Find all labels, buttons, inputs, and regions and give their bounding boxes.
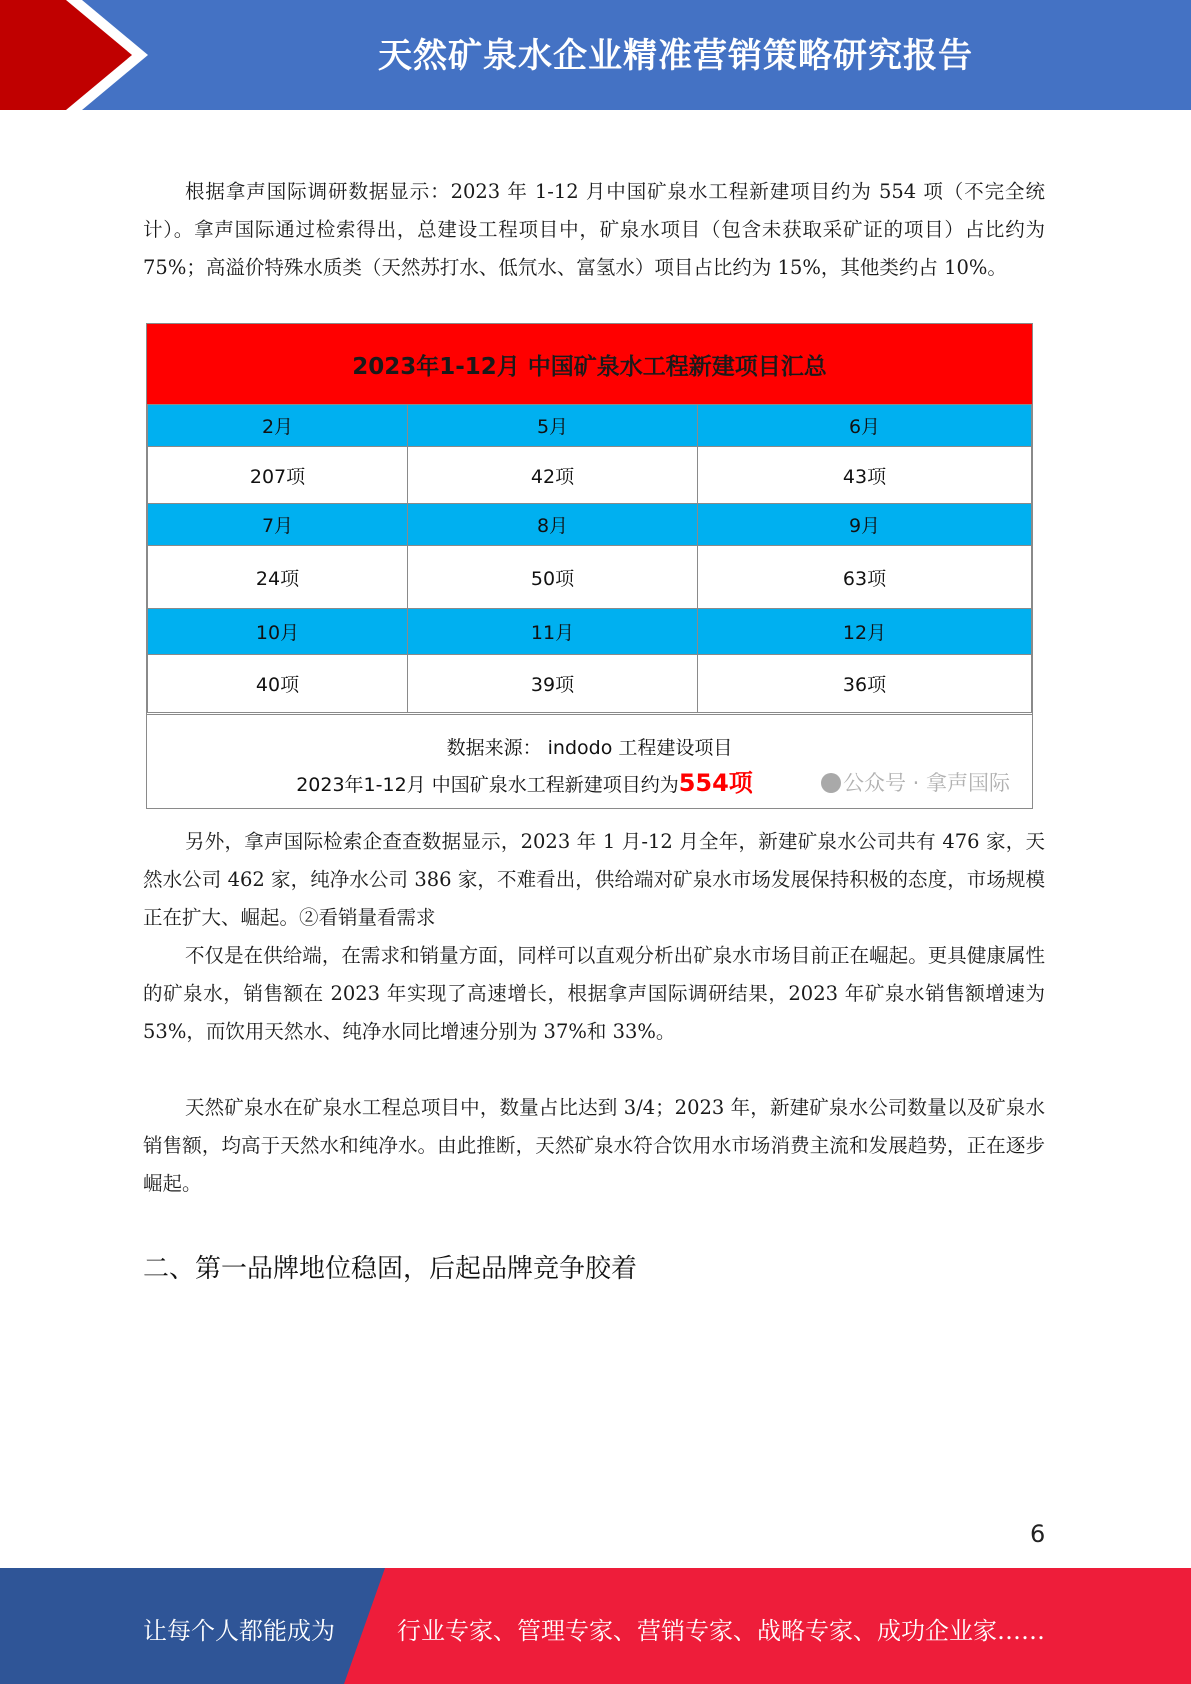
month-cell: 2月 <box>148 405 408 447</box>
count-cell: 36项 <box>698 655 1032 713</box>
month-cell: 8月 <box>408 504 698 546</box>
table-row <box>148 504 1032 546</box>
monthly-projects-grid <box>147 404 1032 713</box>
count-cell: 63项 <box>698 546 1032 609</box>
table-row <box>148 655 1032 713</box>
page-number: 6 <box>1030 1520 1046 1548</box>
month-cell: 12月 <box>698 609 1032 655</box>
paragraph-supply-side: 另外，拿声国际检索企查查数据显示，2023 年 1 月-12 月全年，新建矿泉水公司共有 476 家，天然水公司 462 家，纯净水公司 386 家，不难看出，供给端对矿泉水市场发展保持积极的态度，市场规模正在扩大、崛起。②看销量看需求 <box>143 830 1045 929</box>
month-cell: 7月 <box>148 504 408 546</box>
paragraph-conclusion: 天然矿泉水在矿泉水工程总项目中，数量占比达到 3/4；2023 年，新建矿泉水公司数量以及矿泉水销售额，均高于天然水和纯净水。由此推断，天然矿泉水符合饮用水市场消费主流和发展趋势，正在逐步崛起。 <box>143 1096 1045 1195</box>
count-cell: 24项 <box>148 546 408 609</box>
table-row <box>148 447 1032 504</box>
wechat-icon <box>821 773 841 793</box>
header-banner <box>0 0 1191 110</box>
count-cell: 207项 <box>148 447 408 504</box>
month-cell: 9月 <box>698 504 1032 546</box>
watermark-text: 公众号 · 拿声国际 <box>842 771 1010 795</box>
footer-slogan-right: 行业专家、管理专家、营销专家、战略专家、成功企业家…… <box>397 1617 1045 1645</box>
table-row <box>148 546 1032 609</box>
projects-summary-table <box>146 323 1033 809</box>
table-footer <box>147 714 1032 809</box>
table-title: 2023年1-12月 中国矿泉水工程新建项目汇总 <box>147 324 1032 404</box>
footer-slogan-left: 让每个人都能成为 <box>143 1617 335 1645</box>
summary-highlight: 554项 <box>678 769 753 797</box>
count-cell: 40项 <box>148 655 408 713</box>
month-cell: 10月 <box>148 609 408 655</box>
paragraph-project-stats: 根据拿声国际调研数据显示：2023 年 1-12 月中国矿泉水工程新建项目约为 554 项（不完全统计）。拿声国际通过检索得出，总建设工程项目中，矿泉水项目（包含未获取采矿证的项目）占比约为 75%；高溢价特殊水质类（天然苏打水、低氘水、富氢水）项目占比约为 15%，其他类约占 10%。 <box>143 180 1045 279</box>
footer-banner <box>0 1568 1191 1684</box>
report-title: 天然矿泉水企业精准营销策略研究报告 <box>378 36 973 76</box>
month-cell: 6月 <box>698 405 1032 447</box>
section-heading: 二、第一品牌地位稳固，后起品牌竞争胶着 <box>143 1254 638 1284</box>
paragraph-demand-side: 不仅是在供给端，在需求和销量方面，同样可以直观分析出矿泉水市场目前正在崛起。更具健康属性的矿泉水，销售额在 2023 年实现了高速增长，根据拿声国际调研结果，2023 年矿泉水销售额增速为 53%，而饮用天然水、纯净水同比增速分别为 37%和 33%。 <box>143 944 1045 1043</box>
count-cell: 50项 <box>408 546 698 609</box>
table-row <box>148 405 1032 447</box>
wechat-watermark <box>821 767 1010 797</box>
count-cell: 39项 <box>408 655 698 713</box>
count-cell: 43项 <box>698 447 1032 504</box>
summary-text: 2023年1-12月 中国矿泉水工程新建项目约为 <box>296 774 679 796</box>
month-cell: 5月 <box>408 405 698 447</box>
data-source-note: 数据来源： indodo 工程建设项目 <box>446 737 733 759</box>
month-cell: 11月 <box>408 609 698 655</box>
count-cell: 42项 <box>408 447 698 504</box>
table-row <box>148 609 1032 655</box>
